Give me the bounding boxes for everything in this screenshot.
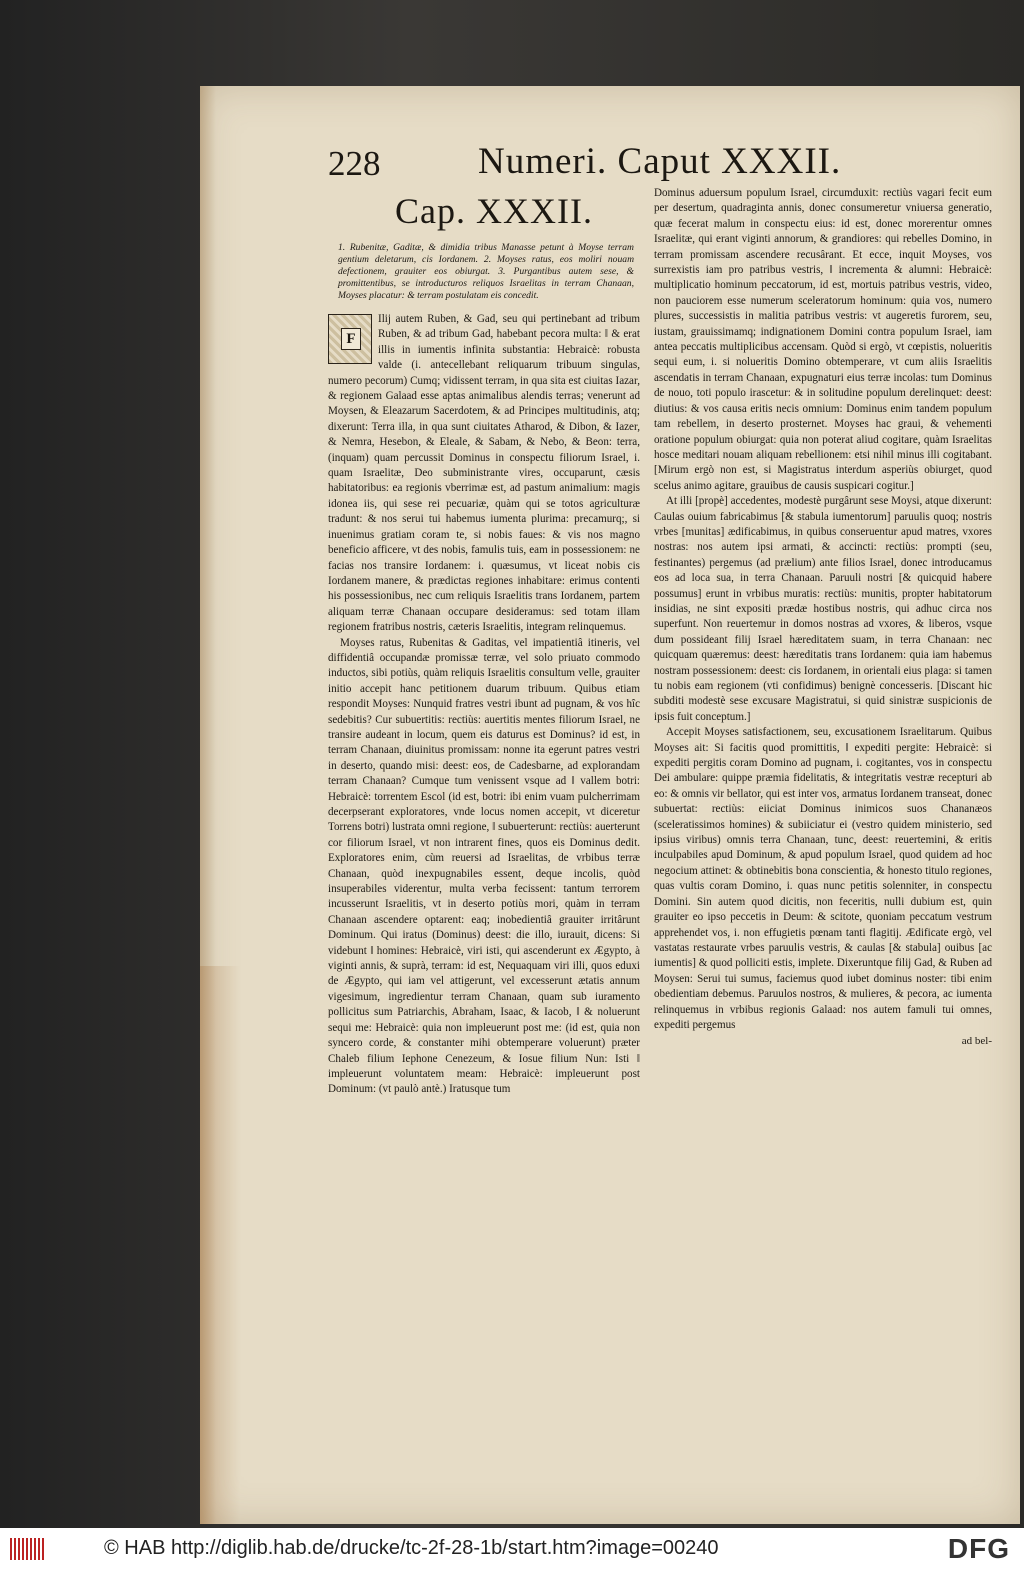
right-column [654,186,992,1047]
book-page [200,86,1020,1524]
left-paragraph-2: Moyses ratus, Rubenitas & Gaditas, vel impatientiâ itineris, vel diffidentiâ occupandæ promissæ terræ, vel solo priuato commodo inductos, sibi potiùs, quàm reliquis Israelitis consultum velle, grauiter initio accepit hanc petitionem duarum tribuum. Quibus etiam respondit Moyses: Nunquid fratres vestri ibunt ad pugnam, & vos hîc sedebitis? Cur subuertitis: rectiùs: auertitis mentes filiorum Israel, ne transire audeant in locum, quem eis daturus est Dominus? id est, in terram Chanaan, diuinitus promissam: nonne ita egerunt patres vestri in deserto, quando misi: deest: eos, de Cadesbarne, ad explorandam terram Chanaan? Cumque tum venissent vsque ad ‖ vallem botri: Hebraicè: torrentem Escol (id est, botri: ibi enim vuam pulcherrimam decerpserant exploratores, vnde locus nomen accepit, vt diceretur Torrens botri) lustrata omni regione, ‖ subuerterunt: rectiùs: auerterunt cor filiorum Israel, vt non intrarent fines, quos eis Dominus dedit. Exploratores enim, cùm reuersi ad Israelitas, de vrbibus terræ Chanaan, quòd inexpugnabiles essent, deque incolis, quòd insuperabiles viderentur, multa verba fecissent: tantum terrorem incusserunt Israelitis, vt in deserto potiùs mori, quàm in terram Chanaan ascendere optarent: eaq; inobedientiâ grauiter irritârunt Dominum. Qui iratus (Dominus) deest: die illo, iurauit, dicens: Si videbunt ‖ homines: Hebraicè, viri isti, qui ascenderunt ex Ægypto, à viginti annis, & suprà, terram: id est, Nequaquam viri illi, quos eduxi de Ægypto, qui iam vel attigerunt, vel excesserunt ætatis annum vigesimum, ingredientur terram Chanaan, quam sub iuramento pollicitus sum Patriarchis, Abraham, Isaac, & Iacob, ‖ & noluerunt sequi me: Hebraicè: quia non impleuerunt post me: (id est, quia non syncero corde, & constanter mihi obtemperare voluerunt) præter Chaleb filium Iephone Cenezeum, & Iosue filium Nun: Isti ‖ impleuerunt voluntatem meam: Hebraicè: impleuerunt post Dominum: (vt paulò antè.) Iratusque tum [328,636,640,1096]
running-head [328,138,992,184]
left-column [328,186,640,1098]
viewer-footer [0,1528,1024,1570]
text-block [328,138,992,1096]
folio-number: 228 [328,144,381,183]
right-paragraph-1: Dominus aduersum populum Israel, circumduxit: rectiùs vagari fecit eum per desertum, quadraginta annis, donec consumeretur vniuersa generatio, quæ fecerat malum in conspectu eius: id est, donec morerentur omnes Israelitæ, qui erant viginti annorum, & grandiores: qui rebelles Domino, in terram promissam ascendere recusârant. Et ecce, inquit Moyses, vos surrexistis iam pro patribus vestris, ‖ incrementa & alumni: Hebraicè: multiplicatio hominum peccatorum, id est, mortuis patribus vestris, video, non pauciorem esse numerum sceleratorum hominum: quia vos, numero plures, successistis in malitia patribus vestris: vt augeretis furorem, seu, iustam, grauissimamq; indignationem Domini contra populum Israel, iam antea peccatis multiplicibus accensam. Quòd si ergò, vt cœpistis, nolueritis sequi eum, i. si nolueritis Domino obtemperare, vt cum aliis Israelitis ascendatis in terram Chanaan, expugnaturi eius terræ incolas: tum Dominus de nouo, toti populo irascetur: & in solitudine populum derelinquet: deest: diutius: & vos causa eritis necis omnium: Dominus enim tandem populum tam rebellem, in deserto prosternet. Moyses hac graui, & vehementi oratione populum obiurgat: quia non poterat aliud cogitare, quàm Israelitas hosce meditari nouam aliquam rebellionem: etsi nihil minus illi cogitabant. [Mirum ergò non est, si Magistratus interdum asperiùs obiurget, quod scelus animo agitare, grauibus de causis suspicari cogitur.] [654,187,992,492]
barcode-icon [10,1538,44,1560]
catchword: ad bel- [961,1035,992,1048]
dropcap-letter: F [341,328,361,350]
dropcap-ornament [328,314,372,364]
source-link[interactable]: © HAB http://diglib.hab.de/drucke/tc-2f-28-1b/start.htm?image=00240 [104,1537,719,1559]
chapter-title: Cap. XXXII. [395,191,593,231]
right-paragraph-3: Accepit Moyses satisfactionem, seu, excusationem Israelitarum. Quibus Moyses ait: Si facitis quod promittitis, ‖ expediti pergite: Hebraicè: si expediti pergitis coram Domino ad pugnam, i. cogitantes, vos in conspectu Dei ambulare: quippe præmia fidelitatis, & integritatis vestræ recepturi ab eo: & omnis vir bellator, qui est inter vos, armatus Iordanem transeat, donec subuertat: rectiùs: eiiciat Dominus inimicos suos Chananæos (sceleratissimos homines) & subiiciatur ei (vestro quidem ministerio, sed ipsius viribus) omnis terra Chanaan, tunc, deest: reuertemini, & eritis inculpabiles apud Dominum, & apud populum Israel, quod quidem ad hoc negocium attinet: & obtinebitis bona conscientia, & honesto titulo regiones, quas vultis coram Domino, i. quas nunc petitis solenniter, in conspectu Domini. Sin autem quod dicitis, non feceritis, nulli dubium est, quin grauiter eo ipso peccetis in Deum: & scitote, quoniam peccatum vestrum apprehendet vos, i. non effugietis pœnam tanti flagitij. Ædificate ergò, vel vastatas restaurate vrbes paruulis vestris, & caulas [& stabula] ouibus [ac iumentis] & quod polliciti estis, implete. Dixeruntque filij Gad, & Ruben ad Moysen: Serui tui sumus, faciemus quod iubet dominus noster: tibi enim obedientiam debemus. Paruulos nostros, & mulieres, & pecora, ac iumenta relinquemus in vrbibus regionis Galaad: nos autem famuli tui omnes, expediti pergemus [654,726,992,1031]
dfg-logo: DFG [947,1533,1010,1564]
running-title: Numeri. Caput XXXII. [478,141,842,182]
chapter-summary: 1. Rubenitæ, Gaditæ, & dimidia tribus Manasse petunt à Moyse terram gentium deletarum, cis Iordanem. 2. Moyses ratus, eos moliri nouam defectionem, grauiter eos obiurgat. 3. Purgantibus autem sese, & promittentibus, se introducturos reliquos Israelitas in terram Chanaan, Moyses placatur: & terram postulatam eis concedit. [338,242,634,301]
right-paragraph-2: At illi [propè] accedentes, modestè purgârunt sese Moysi, atque dixerunt: Caulas ouium fabricabimus [& stabula iumentorum] paruulis quoq; nostris vrbes [munitas] ædificabimus, in quibus conseruentur apud matres, vxores nostras: nos autem ipsi armati, & accincti: rectiùs: prompti (seu, festinantes) pergemus (ad prælium) ante filios Israel, donec introducamus eos ad loca sua, in terra Chanaan. Paruuli nostri [& quicquid habere possumus] erunt in vrbibus muratis: rectiùs: munitis, propter habitatorum insidias, ne sint expositi prædæ hostibus nostris, qui adhuc circa nos superfunt. Non reuertemur in domos nostras ad vxores, & liberos, vsque dum possideant filij Israel hæreditatem suam, in terra Chanaan: nec quicquam quæremus: deest: hæreditatis trans Iordanem: quia iam habemus nostram possessionem: deest: cis Iordanem, in orientali eius plaga: si tamen tu nobis eam regionem (vti confidimus) benignè concesseris. [Discant hic subditi modestè sese excusare Magistratui, si quid sinistræ suspicionis de ipsis fuit conceptum.] [654,495,992,723]
left-paragraph-1: Ilij autem Ruben, & Gad, seu qui pertinebant ad tribum Ruben, & ad tribum Gad, habebant pecora multa: ‖ & erat illis in iumentis infinita substantia: Hebraicè: robusta valde (i. antecellebant reliquarum tribuum singulas, numero pecorum) Cumq; vidissent terram, in qua sita est ciuitas Iazar, & regionem Galaad esse aptas animalibus alendis terras; venerunt ad Moysen, & Eleazarum Sacerdotem, & ad Principes multitudinis, atq; dixerunt: Terra illa, in qua sunt ciuitates Atharod, & Dibon, & Iazer, & Nemra, Hesebon, & Eleale, & Sabam, & Nebo, & Beon: terra, (inquam) quam percussit Dominus in conspectu filiorum Israel, i. quam Israelitæ, Deo subministrante vires, occuparunt, cæsis habitatoribus: ea regionis vberrimæ est, ad pastum animalium: magis idonea iis, qui sese rei pecuariæ, quàm qui se totos agriculturæ tradunt: & nos serui tui habemus iumenta plurima: precamurq;, si inuenimus gratiam coram te, si nobis faues: & vis nos magno beneficio afficere, vt des nobis, famulis tuis, eam in possessionem: ne facias nos transire Iordanem: i. quæsumus, vt liceat nobis cis Iordanem manere, & prædictas regiones inhabitare: erimus contenti his possessionibus, nec cum reliquis Israelitis trans Iordanem, partem aliquam terræ Chanaan occupare desideramus: sed totam illam regionem fratribus nostris, cæteris Israelitis, integram relinquemus. [328,313,640,634]
page-stain [200,966,240,1524]
